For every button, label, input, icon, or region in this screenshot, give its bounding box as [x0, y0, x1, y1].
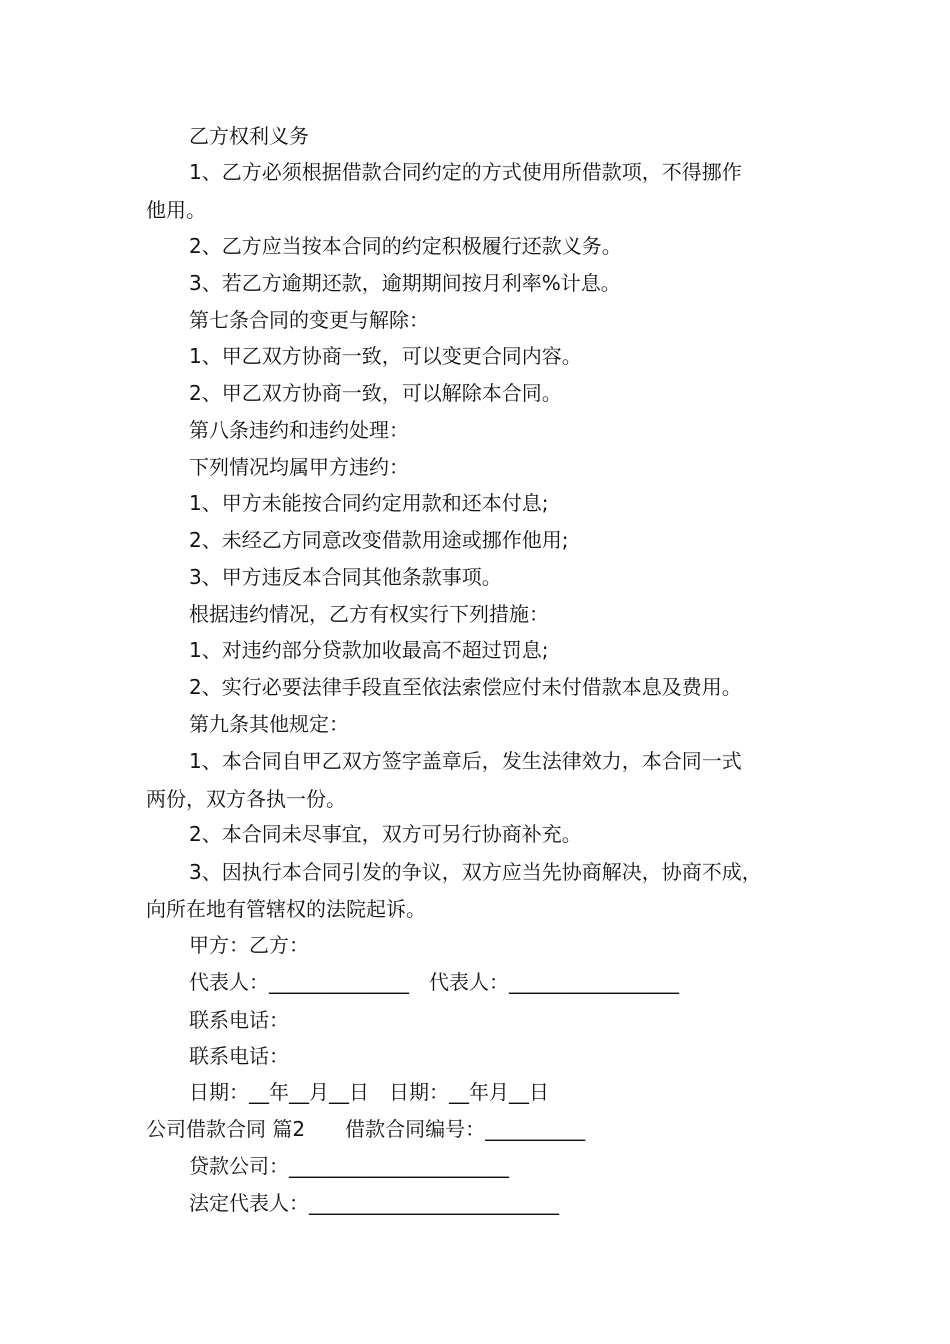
text-line: 1、对违约部分贷款加收最高不超过罚息;: [189, 638, 549, 662]
text-line: 1、乙方必须根据借款合同约定的方式使用所借款项，不得挪作: [189, 160, 742, 184]
text-line: 3、若乙方逾期还款，逾期期间按月利率%计息。: [189, 271, 621, 295]
contract-heading: 公司借款合同 篇2 借款合同编号：__________: [146, 1117, 586, 1141]
legal-representative-field: 法定代表人：_________________________: [189, 1191, 559, 1215]
representative-fields: 代表人：______________ 代表人：_________________: [189, 970, 679, 994]
text-line: 根据违约情况，乙方有权实行下列措施：: [189, 602, 549, 626]
section-heading: 第九条其他规定：: [189, 712, 349, 736]
text-line: 他用。: [146, 198, 206, 222]
text-line: 1、本合同自甲乙双方签字盖章后，发生法律效力，本合同一式: [189, 749, 742, 773]
text-line: 2、实行必要法律手段直至依法索偿应付未付借款本息及费用。: [189, 675, 742, 699]
text-line: 2、未经乙方同意改变借款用途或挪作他用;: [189, 528, 569, 552]
text-line: 3、甲方违反本合同其他条款事项。: [189, 565, 502, 589]
text-line: 向所在地有管辖权的法院起诉。: [146, 897, 426, 921]
text-line: 2、甲乙双方协商一致，可以解除本合同。: [189, 381, 562, 405]
text-line: 1、甲乙双方协商一致，可以变更合同内容。: [189, 344, 582, 368]
date-fields: 日期：__年__月__日 日期：__年月__日: [189, 1080, 549, 1104]
text-line: 3、因执行本合同引发的争议，双方应当先协商解决，协商不成，: [189, 860, 762, 884]
text-line: 乙方权利义务: [189, 124, 309, 148]
signature-parties: 甲方：乙方：: [189, 933, 309, 957]
text-line: 两份，双方各执一份。: [146, 787, 346, 811]
section-heading: 第七条合同的变更与解除：: [189, 308, 429, 332]
text-line: 2、本合同未尽事宜，双方可另行协商补充。: [189, 822, 582, 846]
lender-field: 贷款公司：______________________: [189, 1154, 509, 1178]
phone-field: 联系电话：: [189, 1008, 289, 1032]
text-line: 1、甲方未能按合同约定用款和还本付息;: [189, 491, 549, 515]
phone-field: 联系电话：: [189, 1044, 289, 1068]
text-line: 下列情况均属甲方违约：: [189, 455, 409, 479]
section-heading: 第八条违约和违约处理：: [189, 418, 409, 442]
text-line: 2、乙方应当按本合同的约定积极履行还款义务。: [189, 234, 622, 258]
